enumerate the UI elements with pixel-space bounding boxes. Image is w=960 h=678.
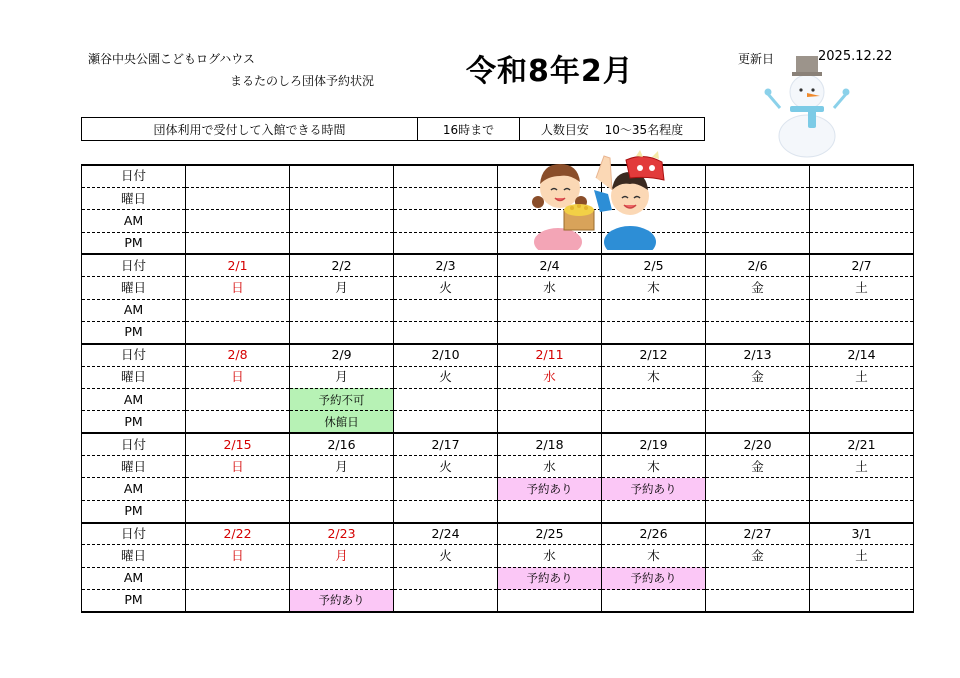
day-weekday: 木 — [602, 277, 706, 299]
slot-am — [394, 388, 498, 410]
calendar-row-am — [82, 478, 914, 500]
day-date: 2/10 — [394, 344, 498, 366]
slot-am — [706, 567, 810, 589]
slot-pm — [810, 411, 914, 433]
slot-pm — [186, 232, 290, 254]
day-date — [394, 165, 498, 187]
day-weekday: 月 — [290, 455, 394, 477]
slot-pm — [706, 500, 810, 522]
day-date: 2/17 — [394, 433, 498, 455]
slot-pm — [810, 321, 914, 343]
slot-am-closed: 予約不可 — [290, 388, 394, 410]
slot-pm — [602, 411, 706, 433]
day-date: 2/12 — [602, 344, 706, 366]
calendar-row-pm — [82, 590, 914, 612]
day-date: 2/21 — [810, 433, 914, 455]
row-label-date: 日付 — [82, 523, 186, 545]
slot-pm — [394, 321, 498, 343]
slot-am — [394, 210, 498, 232]
row-label-am: AM — [82, 299, 186, 321]
calendar-row-date — [82, 165, 914, 187]
day-weekday: 日 — [186, 277, 290, 299]
slot-am — [290, 478, 394, 500]
calendar-row-weekday — [82, 455, 914, 477]
slot-am — [602, 299, 706, 321]
org-name: 瀬谷中央公園こどもログハウス — [88, 52, 255, 66]
day-weekday: 金 — [706, 455, 810, 477]
slot-pm — [394, 500, 498, 522]
slot-pm — [706, 232, 810, 254]
slot-am-reserved: 予約あり — [498, 478, 602, 500]
row-label-am: AM — [82, 388, 186, 410]
day-weekday: 火 — [394, 277, 498, 299]
slot-am — [394, 567, 498, 589]
slot-am — [186, 567, 290, 589]
slot-pm — [810, 500, 914, 522]
entry-time-value: 16時まで — [418, 118, 520, 140]
row-label-weekday: 曜日 — [82, 187, 186, 209]
day-date: 2/13 — [706, 344, 810, 366]
day-date: 2/3 — [394, 254, 498, 276]
slot-am — [290, 210, 394, 232]
slot-am — [810, 478, 914, 500]
calendar-row-weekday — [82, 545, 914, 567]
day-weekday: 月 — [290, 366, 394, 388]
slot-am-reserved: 予約あり — [602, 567, 706, 589]
day-date: 2/5 — [602, 254, 706, 276]
day-weekday: 火 — [394, 455, 498, 477]
slot-pm-reserved: 予約あり — [290, 590, 394, 612]
calendar-row-pm — [82, 500, 914, 522]
slot-am — [290, 299, 394, 321]
day-date: 2/22 — [186, 523, 290, 545]
slot-pm — [602, 500, 706, 522]
day-weekday — [186, 187, 290, 209]
day-date — [706, 165, 810, 187]
calendar-row-pm — [82, 321, 914, 343]
children-setsubun-illustration — [526, 150, 676, 250]
day-date: 2/25 — [498, 523, 602, 545]
day-weekday — [394, 187, 498, 209]
day-date: 2/11 — [498, 344, 602, 366]
slot-pm — [186, 411, 290, 433]
calendar-row-weekday — [82, 366, 914, 388]
row-label-date: 日付 — [82, 433, 186, 455]
day-weekday: 水 — [498, 455, 602, 477]
row-label-pm: PM — [82, 232, 186, 254]
slot-pm — [810, 232, 914, 254]
row-label-pm: PM — [82, 590, 186, 612]
slot-pm — [290, 232, 394, 254]
slot-am — [498, 388, 602, 410]
day-weekday: 水 — [498, 366, 602, 388]
slot-am — [186, 299, 290, 321]
day-weekday: 火 — [394, 545, 498, 567]
slot-am-reserved: 予約あり — [602, 478, 706, 500]
calendar-row-weekday — [82, 277, 914, 299]
calendar-row-date — [82, 433, 914, 455]
slot-pm — [186, 500, 290, 522]
slot-am-reserved: 予約あり — [498, 567, 602, 589]
slot-am — [810, 388, 914, 410]
row-label-pm: PM — [82, 500, 186, 522]
day-weekday — [810, 187, 914, 209]
slot-am — [186, 210, 290, 232]
row-label-weekday: 曜日 — [82, 455, 186, 477]
row-label-weekday: 曜日 — [82, 545, 186, 567]
day-date: 2/1 — [186, 254, 290, 276]
slot-am — [706, 478, 810, 500]
slot-am — [706, 388, 810, 410]
slot-am — [706, 299, 810, 321]
slot-pm — [186, 590, 290, 612]
calendar-row-pm — [82, 232, 914, 254]
day-date: 2/15 — [186, 433, 290, 455]
day-date: 2/2 — [290, 254, 394, 276]
slot-pm — [810, 590, 914, 612]
day-weekday: 火 — [394, 366, 498, 388]
day-weekday — [706, 187, 810, 209]
row-label-am: AM — [82, 478, 186, 500]
slot-pm — [602, 590, 706, 612]
slot-am — [706, 210, 810, 232]
day-date: 2/18 — [498, 433, 602, 455]
slot-pm — [394, 590, 498, 612]
slot-am — [810, 210, 914, 232]
slot-am — [186, 388, 290, 410]
snowman-illustration — [764, 50, 850, 160]
row-label-weekday: 曜日 — [82, 277, 186, 299]
day-weekday: 木 — [602, 545, 706, 567]
slot-pm — [186, 321, 290, 343]
day-date: 2/7 — [810, 254, 914, 276]
slot-pm-closed: 休館日 — [290, 411, 394, 433]
slot-pm — [394, 232, 498, 254]
slot-am — [394, 478, 498, 500]
day-date: 2/14 — [810, 344, 914, 366]
day-weekday: 日 — [186, 455, 290, 477]
day-date: 2/8 — [186, 344, 290, 366]
slot-pm — [498, 411, 602, 433]
row-label-date: 日付 — [82, 254, 186, 276]
day-date: 2/6 — [706, 254, 810, 276]
slot-am — [810, 567, 914, 589]
day-date: 2/19 — [602, 433, 706, 455]
calendar-row-weekday — [82, 187, 914, 209]
calendar-row-date — [82, 344, 914, 366]
day-weekday: 金 — [706, 366, 810, 388]
day-weekday: 土 — [810, 455, 914, 477]
row-label-pm: PM — [82, 321, 186, 343]
day-date: 2/26 — [602, 523, 706, 545]
slot-pm — [290, 321, 394, 343]
page-title: 令和8年2月 — [466, 54, 634, 89]
slot-pm — [706, 590, 810, 612]
calendar-row-date — [82, 523, 914, 545]
calendar-row-am — [82, 210, 914, 232]
day-date — [810, 165, 914, 187]
day-weekday: 日 — [186, 545, 290, 567]
calendar-row-am — [82, 567, 914, 589]
slot-pm — [498, 500, 602, 522]
day-weekday: 木 — [602, 455, 706, 477]
day-weekday: 土 — [810, 277, 914, 299]
day-date: 2/4 — [498, 254, 602, 276]
day-date: 2/23 — [290, 523, 394, 545]
slot-pm — [290, 500, 394, 522]
updated-label: 更新日 — [738, 52, 775, 66]
calendar-row-am — [82, 299, 914, 321]
day-date: 2/9 — [290, 344, 394, 366]
row-label-weekday: 曜日 — [82, 366, 186, 388]
day-date: 3/1 — [810, 523, 914, 545]
day-weekday: 月 — [290, 277, 394, 299]
calendar-row-am — [82, 388, 914, 410]
day-date: 2/20 — [706, 433, 810, 455]
slot-pm — [498, 590, 602, 612]
slot-am — [602, 388, 706, 410]
row-label-pm: PM — [82, 411, 186, 433]
day-weekday: 水 — [498, 277, 602, 299]
reservation-calendar — [81, 164, 914, 613]
day-weekday — [290, 187, 394, 209]
day-weekday: 土 — [810, 545, 914, 567]
row-label-date: 日付 — [82, 165, 186, 187]
slot-am — [810, 299, 914, 321]
slot-am — [498, 299, 602, 321]
slot-pm — [394, 411, 498, 433]
row-label-date: 日付 — [82, 344, 186, 366]
row-label-am: AM — [82, 210, 186, 232]
slot-pm — [706, 321, 810, 343]
updated-date: 2025.12.22 — [818, 49, 893, 64]
day-weekday: 木 — [602, 366, 706, 388]
row-label-am: AM — [82, 567, 186, 589]
day-weekday: 金 — [706, 545, 810, 567]
day-date — [290, 165, 394, 187]
slot-pm — [602, 321, 706, 343]
calendar-row-date — [82, 254, 914, 276]
day-weekday: 水 — [498, 545, 602, 567]
day-date: 2/24 — [394, 523, 498, 545]
day-weekday: 月 — [290, 545, 394, 567]
group-size-guide: 人数目安 10～35名程度 — [540, 122, 684, 137]
slot-am — [186, 478, 290, 500]
entry-time-label: 団体利用で受付して入館できる時間 — [82, 118, 418, 140]
day-weekday: 日 — [186, 366, 290, 388]
day-date — [186, 165, 290, 187]
slot-pm — [706, 411, 810, 433]
page-subtitle: まるたのしろ団体予約状況 — [230, 74, 375, 88]
day-weekday: 金 — [706, 277, 810, 299]
slot-pm — [498, 321, 602, 343]
slot-am — [290, 567, 394, 589]
day-weekday: 土 — [810, 366, 914, 388]
day-date: 2/27 — [706, 523, 810, 545]
calendar-row-pm — [82, 411, 914, 433]
slot-am — [394, 299, 498, 321]
day-date: 2/16 — [290, 433, 394, 455]
info-bar — [81, 117, 705, 141]
